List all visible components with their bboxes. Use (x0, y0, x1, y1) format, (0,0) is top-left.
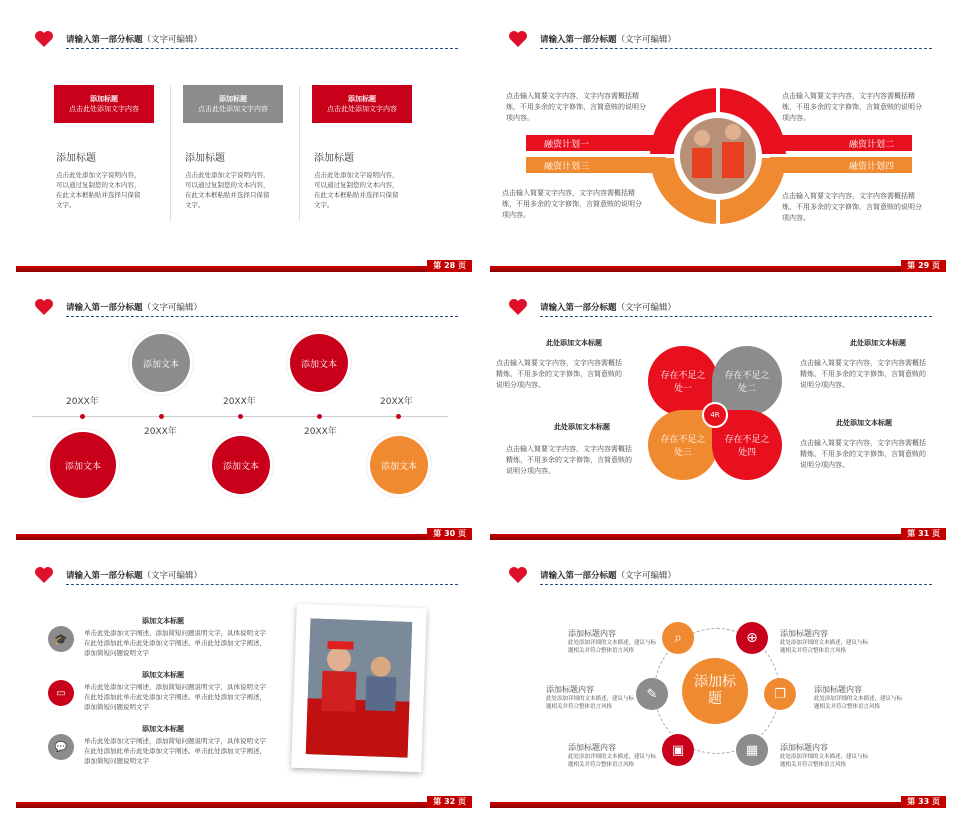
center-badge: 4R (702, 402, 728, 428)
timeline-circle-1[interactable]: 添加文本 (50, 432, 116, 498)
divider (540, 316, 932, 317)
item-text: 此处添加详细的文本描述，建议与标题相关并符合整体语言风格 (780, 640, 869, 654)
year-label: 20XX年 (66, 397, 99, 407)
item-heading: 添加文本标题 (142, 617, 184, 625)
mortarboard-icon: 🎓 (48, 626, 74, 652)
block-heading: 此处添加文本标题 (546, 339, 602, 347)
timeline-dot (159, 414, 164, 419)
divider (299, 86, 300, 221)
page-number: 第 31 页 (901, 528, 946, 540)
plan-bar-3[interactable]: 融资计划三 (526, 157, 666, 173)
photo-frame (291, 604, 427, 772)
slide-title: 请输入第一部分标题（文字可编辑） (540, 571, 677, 581)
petal-1[interactable]: 存在不足之处一 (648, 346, 718, 416)
item-heading: 添加文本标题 (142, 671, 184, 679)
divider (540, 48, 932, 49)
slide-title: 请输入第一部分标题（文字可编辑） (540, 35, 677, 45)
item-text: 此处添加详细的文本描述，建议与标题相关并符合整体语言风格 (568, 640, 657, 654)
page-number: 第 29 页 (901, 260, 946, 272)
timeline-dot (317, 414, 322, 419)
item-text: 单击此处添加文字阐述，添加简短问题说明文字，具体说明文字在此处添加此单击此处添加文字阐述。单击此处添加文字阐述，添加简短问题说明文字 (84, 737, 266, 766)
block-text: 点击输入简要文字内容，文字内容需概括精炼，不用多余的文字修饰，言简意赅的说明分项内容。 (800, 439, 926, 469)
chat-icon: 💬 (48, 734, 74, 760)
slide-title: 请输入第一部分标题（文字可编辑） (540, 303, 677, 313)
timeline-dot (238, 414, 243, 419)
year-label: 20XX年 (223, 397, 256, 407)
center-title[interactable]: 添加标题 (682, 658, 748, 724)
divider (66, 316, 458, 317)
page-number: 第 28 页 (427, 260, 472, 272)
col-text: 点击此处添加文字说明内容，可以通过复制您的文本内容，在此文本框粘贴并选择只保留文字。 (56, 171, 141, 210)
heart-icon (34, 298, 54, 316)
plan-bar-1[interactable]: 融资计划一 (526, 135, 666, 151)
petal-4[interactable]: 存在不足之处四 (712, 410, 782, 480)
block-text: 点击输入简要文字内容，文字内容需概括精炼，不用多余的文字修饰，言简意赅的说明分项内容。 (496, 359, 622, 389)
page-number: 第 32 页 (427, 796, 472, 808)
title-box-1[interactable]: 添加标题 点击此处添加文字内容 (54, 85, 154, 123)
col-heading: 添加标题 (185, 153, 225, 164)
item-title: 添加标题内容 (814, 685, 862, 694)
footer-bar (490, 266, 946, 272)
copy-icon: ❐ (764, 678, 796, 710)
chart-icon: ▭ (48, 680, 74, 706)
heart-icon (508, 566, 528, 584)
block-text: 点击输入简要文字内容，文字内容需概括精炼，不用多余的文字修饰，言简意赅的说明分项内容。 (506, 445, 632, 475)
desc-text: 点击输入简要文字内容，文字内容需概括精炼，不用多余的文字修饰，言简意赅的说明分项内容。 (782, 92, 922, 122)
footer-bar (16, 266, 472, 272)
item-text: 此处添加详细的文本描述，建议与标题相关并符合整体语言风格 (780, 754, 869, 768)
item-text: 此处添加详细的文本描述，建议与标题相关并符合整体语言风格 (568, 754, 657, 768)
slide-title: 请输入第一部分标题（文字可编辑） (66, 35, 203, 45)
col-text: 点击此处添加文字说明内容，可以通过复制您的文本内容，在此文本框粘贴并选择只保留文字。 (314, 171, 399, 210)
desc-text: 点击输入简要文字内容，文字内容需概括精炼，不用多余的文字修饰，言简意赅的说明分项内容。 (782, 192, 922, 222)
timeline-circle-5[interactable]: 添加文本 (370, 436, 428, 494)
timeline-dot (396, 414, 401, 419)
slide-32[interactable] (8, 544, 480, 808)
calendar-icon: ▦ (736, 734, 768, 766)
petal-3[interactable]: 存在不足之处三 (648, 410, 718, 480)
page-number: 第 30 页 (427, 528, 472, 540)
title-box-3[interactable]: 添加标题 点击此处添加文字内容 (312, 85, 412, 123)
item-text: 单击此处添加文字阐述，添加简短问题说明文字，具体说明文字在此处添加此单击此处添加文字阐述。单击此处添加文字阐述，添加简短问题说明文字 (84, 683, 266, 712)
edit-icon: ✎ (636, 678, 668, 710)
col-heading: 添加标题 (314, 153, 354, 164)
photo (306, 618, 413, 757)
heart-icon (34, 30, 54, 48)
item-text: 此处添加详细的文本描述，建议与标题相关并符合整体语言风格 (814, 696, 903, 710)
timeline-dot (80, 414, 85, 419)
block-heading: 此处添加文本标题 (554, 423, 610, 431)
divider (66, 48, 458, 49)
search-icon: ⌕ (662, 622, 694, 654)
col-heading: 添加标题 (56, 153, 96, 164)
slide-28[interactable] (8, 8, 480, 272)
item-heading: 添加文本标题 (142, 725, 184, 733)
item-title: 添加标题内容 (780, 629, 828, 638)
item-title: 添加标题内容 (568, 743, 616, 752)
desc-text: 点击输入简要文字内容，文字内容需概括精炼，不用多余的文字修饰，言简意赅的说明分项内容。 (506, 92, 646, 122)
item-title: 添加标题内容 (546, 685, 594, 694)
timeline-circle-2[interactable]: 添加文本 (132, 334, 190, 392)
divider (66, 584, 458, 585)
bag-icon: ▣ (662, 734, 694, 766)
col-text: 点击此处添加文字说明内容，可以通过复制您的文本内容，在此文本框粘贴并选择只保留文字。 (185, 171, 270, 210)
petal-2[interactable]: 存在不足之处二 (712, 346, 782, 416)
footer-bar (16, 802, 472, 808)
divider (540, 584, 932, 585)
divider (170, 86, 171, 221)
plan-bar-2[interactable]: 融资计划二 (770, 135, 912, 151)
timeline-circle-4[interactable]: 添加文本 (290, 334, 348, 392)
slide-title: 请输入第一部分标题（文字可编辑） (66, 571, 203, 581)
item-title: 添加标题内容 (568, 629, 616, 638)
year-label: 20XX年 (380, 397, 413, 407)
desc-text: 点击输入简要文字内容，文字内容需概括精炼，不用多余的文字修饰，言简意赅的说明分项内容。 (502, 189, 642, 219)
slide-29[interactable] (482, 8, 954, 272)
block-heading: 此处添加文本标题 (836, 419, 892, 427)
plan-bar-4[interactable]: 融资计划四 (770, 157, 912, 173)
footer-bar (490, 534, 946, 540)
heart-icon (508, 30, 528, 48)
block-text: 点击输入简要文字内容，文字内容需概括精炼，不用多余的文字修饰，言简意赅的说明分项内容。 (800, 359, 926, 389)
heart-icon (508, 298, 528, 316)
slide-33[interactable] (482, 544, 954, 808)
footer-bar (16, 534, 472, 540)
title-box-2[interactable]: 添加标题 点击此处添加文字内容 (183, 85, 283, 123)
center-ring (648, 86, 788, 226)
item-title: 添加标题内容 (780, 743, 828, 752)
slide-30[interactable] (8, 276, 480, 540)
page-number: 第 33 页 (901, 796, 946, 808)
footer-bar (490, 802, 946, 808)
slide-title: 请输入第一部分标题（文字可编辑） (66, 303, 203, 313)
year-label: 20XX年 (144, 427, 177, 437)
item-text: 此处添加详细的文本描述，建议与标题相关并符合整体语言风格 (546, 696, 635, 710)
item-text: 单击此处添加文字阐述，添加简短问题说明文字，具体说明文字在此处添加此单击此处添加文字阐述。单击此处添加文字阐述，添加简短问题说明文字 (84, 629, 266, 658)
target-icon: ⊕ (736, 622, 768, 654)
slide-31[interactable] (482, 276, 954, 540)
block-heading: 此处添加文本标题 (850, 339, 906, 347)
year-label: 20XX年 (304, 427, 337, 437)
heart-icon (34, 566, 54, 584)
timeline-circle-3[interactable]: 添加文本 (212, 436, 270, 494)
